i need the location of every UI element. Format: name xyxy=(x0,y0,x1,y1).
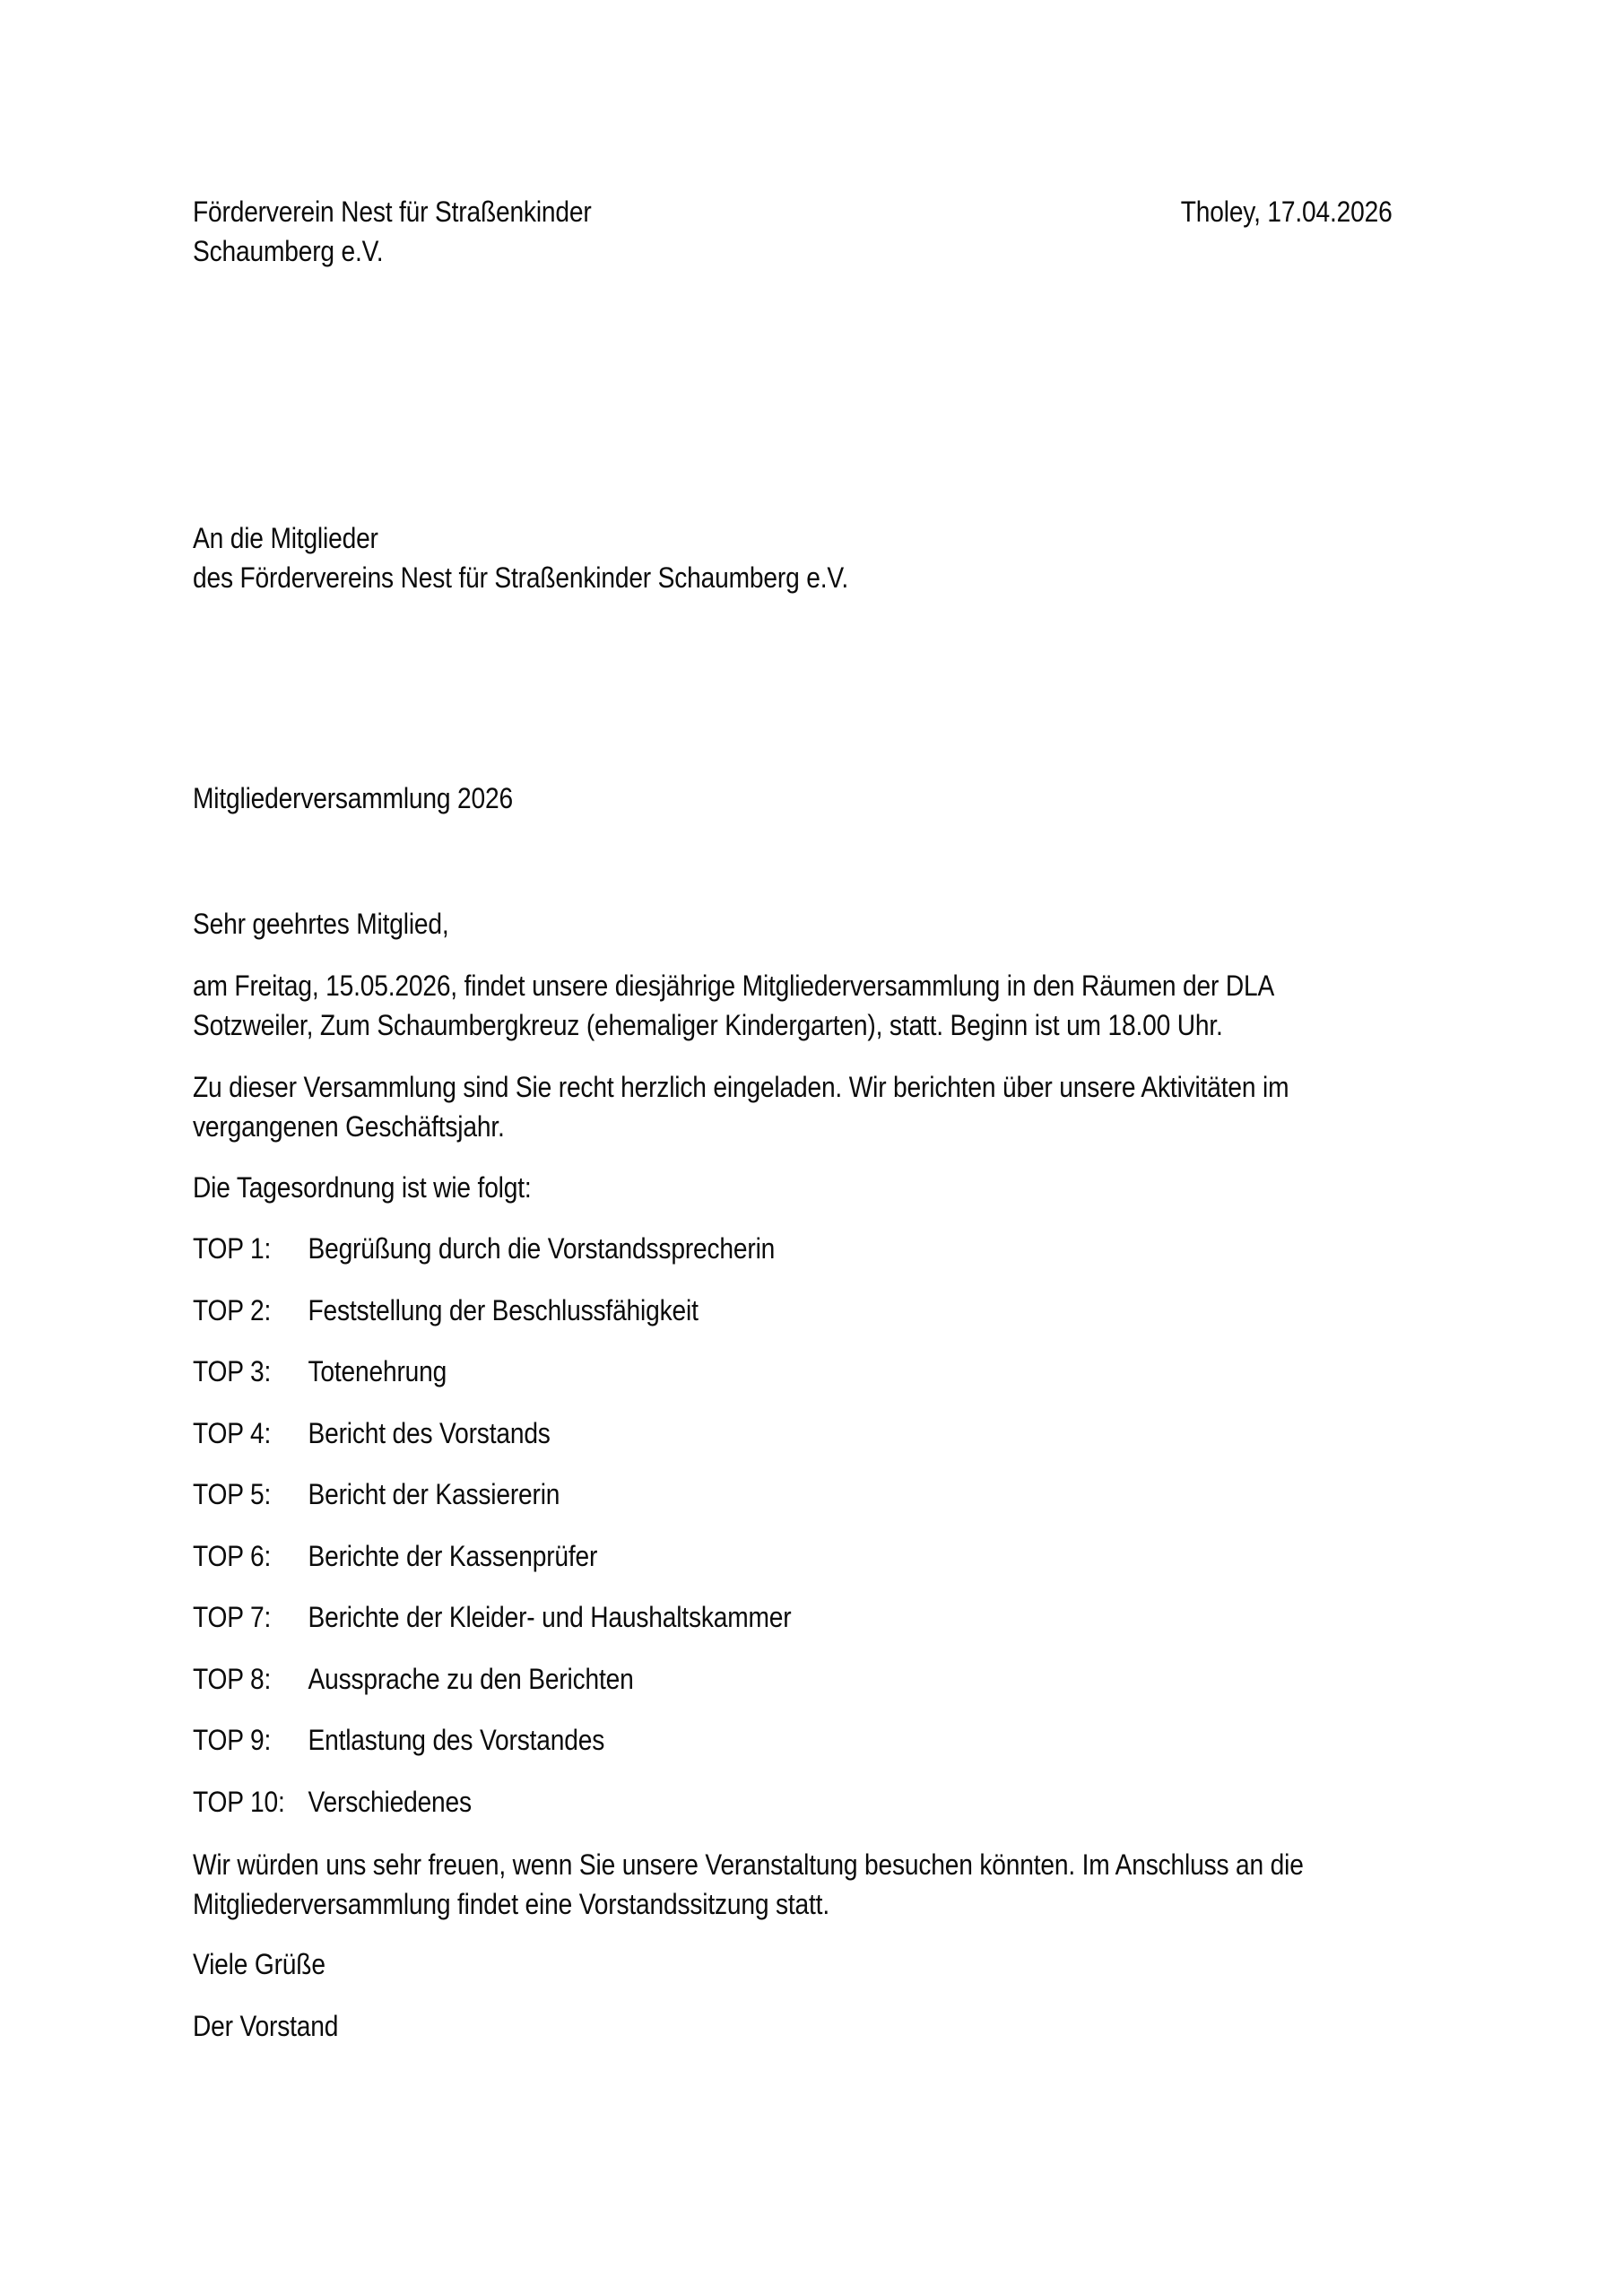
agenda-item-text: Totenehrung xyxy=(308,1355,447,1387)
regards-line: Viele Grüße xyxy=(193,1948,325,1980)
agenda-item-label: TOP 1: xyxy=(193,1232,272,1265)
agenda-item xyxy=(193,1413,1393,1453)
agenda-item xyxy=(193,1720,1393,1760)
body-paragraph-1 xyxy=(193,966,1393,1045)
agenda-item-text: Begrüßung durch die Vorstandssprecherin xyxy=(308,1232,776,1265)
body-paragraph-1-line-2: Sotzweiler, Zum Schaumbergkreuz (ehemaliger Kindergarten), statt. Beginn ist um 18.00 Uhr. xyxy=(193,1009,1223,1041)
agenda-item xyxy=(193,1352,1393,1391)
agenda-list xyxy=(193,1229,1393,1843)
agenda-item-text: Entlastung des Vorstandes xyxy=(308,1724,605,1756)
sender-line-1: Förderverein Nest für Straßenkinder xyxy=(193,196,592,228)
agenda-item-label: TOP 5: xyxy=(193,1478,272,1510)
agenda-item-text: Verschiedenes xyxy=(308,1785,472,1818)
agenda-item-text: Berichte der Kleider- und Haushaltskammer xyxy=(308,1601,792,1633)
body-paragraph-2 xyxy=(193,1067,1393,1146)
agenda-item xyxy=(193,1474,1393,1514)
agenda-item xyxy=(193,1291,1393,1330)
signature-line: Der Vorstand xyxy=(193,2010,339,2042)
agenda-item-label: TOP 6: xyxy=(193,1539,272,1572)
subject-block xyxy=(193,778,1393,818)
agenda-intro-line: Die Tagesordnung ist wie folgt: xyxy=(193,1171,532,1204)
agenda-item-text: Aussprache zu den Berichten xyxy=(308,1662,634,1695)
closing-paragraph xyxy=(193,1845,1393,1924)
closing-line-1: Wir würden uns sehr freuen, wenn Sie unsere Veranstaltung besuchen könnten. Im Anschluss an die xyxy=(193,1848,1304,1881)
recipient-block xyxy=(193,518,1393,597)
agenda-item xyxy=(193,1597,1393,1637)
signature-block xyxy=(193,2006,1393,2046)
agenda-item-text: Feststellung der Beschlussfähigkeit xyxy=(308,1293,699,1326)
recipient-line-2: des Fördervereins Nest für Straßenkinder Schaumberg e.V. xyxy=(193,561,849,594)
agenda-intro-block xyxy=(193,1168,1393,1207)
agenda-item-label: TOP 8: xyxy=(193,1662,272,1695)
agenda-item-label: TOP 2: xyxy=(193,1293,272,1326)
body-paragraph-2-line-1: Zu dieser Versammlung sind Sie recht herzlich eingeladen. Wir berichten über unsere Aktivitäten im xyxy=(193,1071,1289,1103)
body-paragraph-2-line-2: vergangenen Geschäftsjahr. xyxy=(193,1110,505,1143)
recipient-line-1: An die Mitglieder xyxy=(193,522,378,554)
agenda-item xyxy=(193,1229,1393,1268)
agenda-item-text: Berichte der Kassenprüfer xyxy=(308,1539,598,1572)
agenda-item-label: TOP 10: xyxy=(193,1785,285,1818)
agenda-item-label: TOP 3: xyxy=(193,1355,272,1387)
letter-date: Tholey, 17.04.2026 xyxy=(1180,196,1393,228)
closing-line-2: Mitgliederversammlung findet eine Vorstandssitzung statt. xyxy=(193,1888,829,1920)
agenda-item xyxy=(193,1536,1393,1576)
regards-block xyxy=(193,1944,1393,1984)
subject-line: Mitgliederversammlung 2026 xyxy=(193,782,513,814)
sender-line-2: Schaumberg e.V. xyxy=(193,235,384,267)
agenda-item-label: TOP 7: xyxy=(193,1601,272,1633)
agenda-item xyxy=(193,1782,1393,1822)
agenda-item-text: Bericht der Kassiererin xyxy=(308,1478,560,1510)
date-block xyxy=(193,192,1393,231)
body-paragraph-1-line-1: am Freitag, 15.05.2026, findet unsere diesjährige Mitgliederversammlung in den Räumen der DLA xyxy=(193,970,1275,1002)
agenda-item xyxy=(193,1659,1393,1699)
agenda-item-text: Bericht des Vorstands xyxy=(308,1416,551,1449)
agenda-item-label: TOP 4: xyxy=(193,1416,272,1449)
agenda-item-label: TOP 9: xyxy=(193,1724,272,1756)
salutation-block xyxy=(193,904,1393,944)
salutation-line: Sehr geehrtes Mitglied, xyxy=(193,908,449,940)
